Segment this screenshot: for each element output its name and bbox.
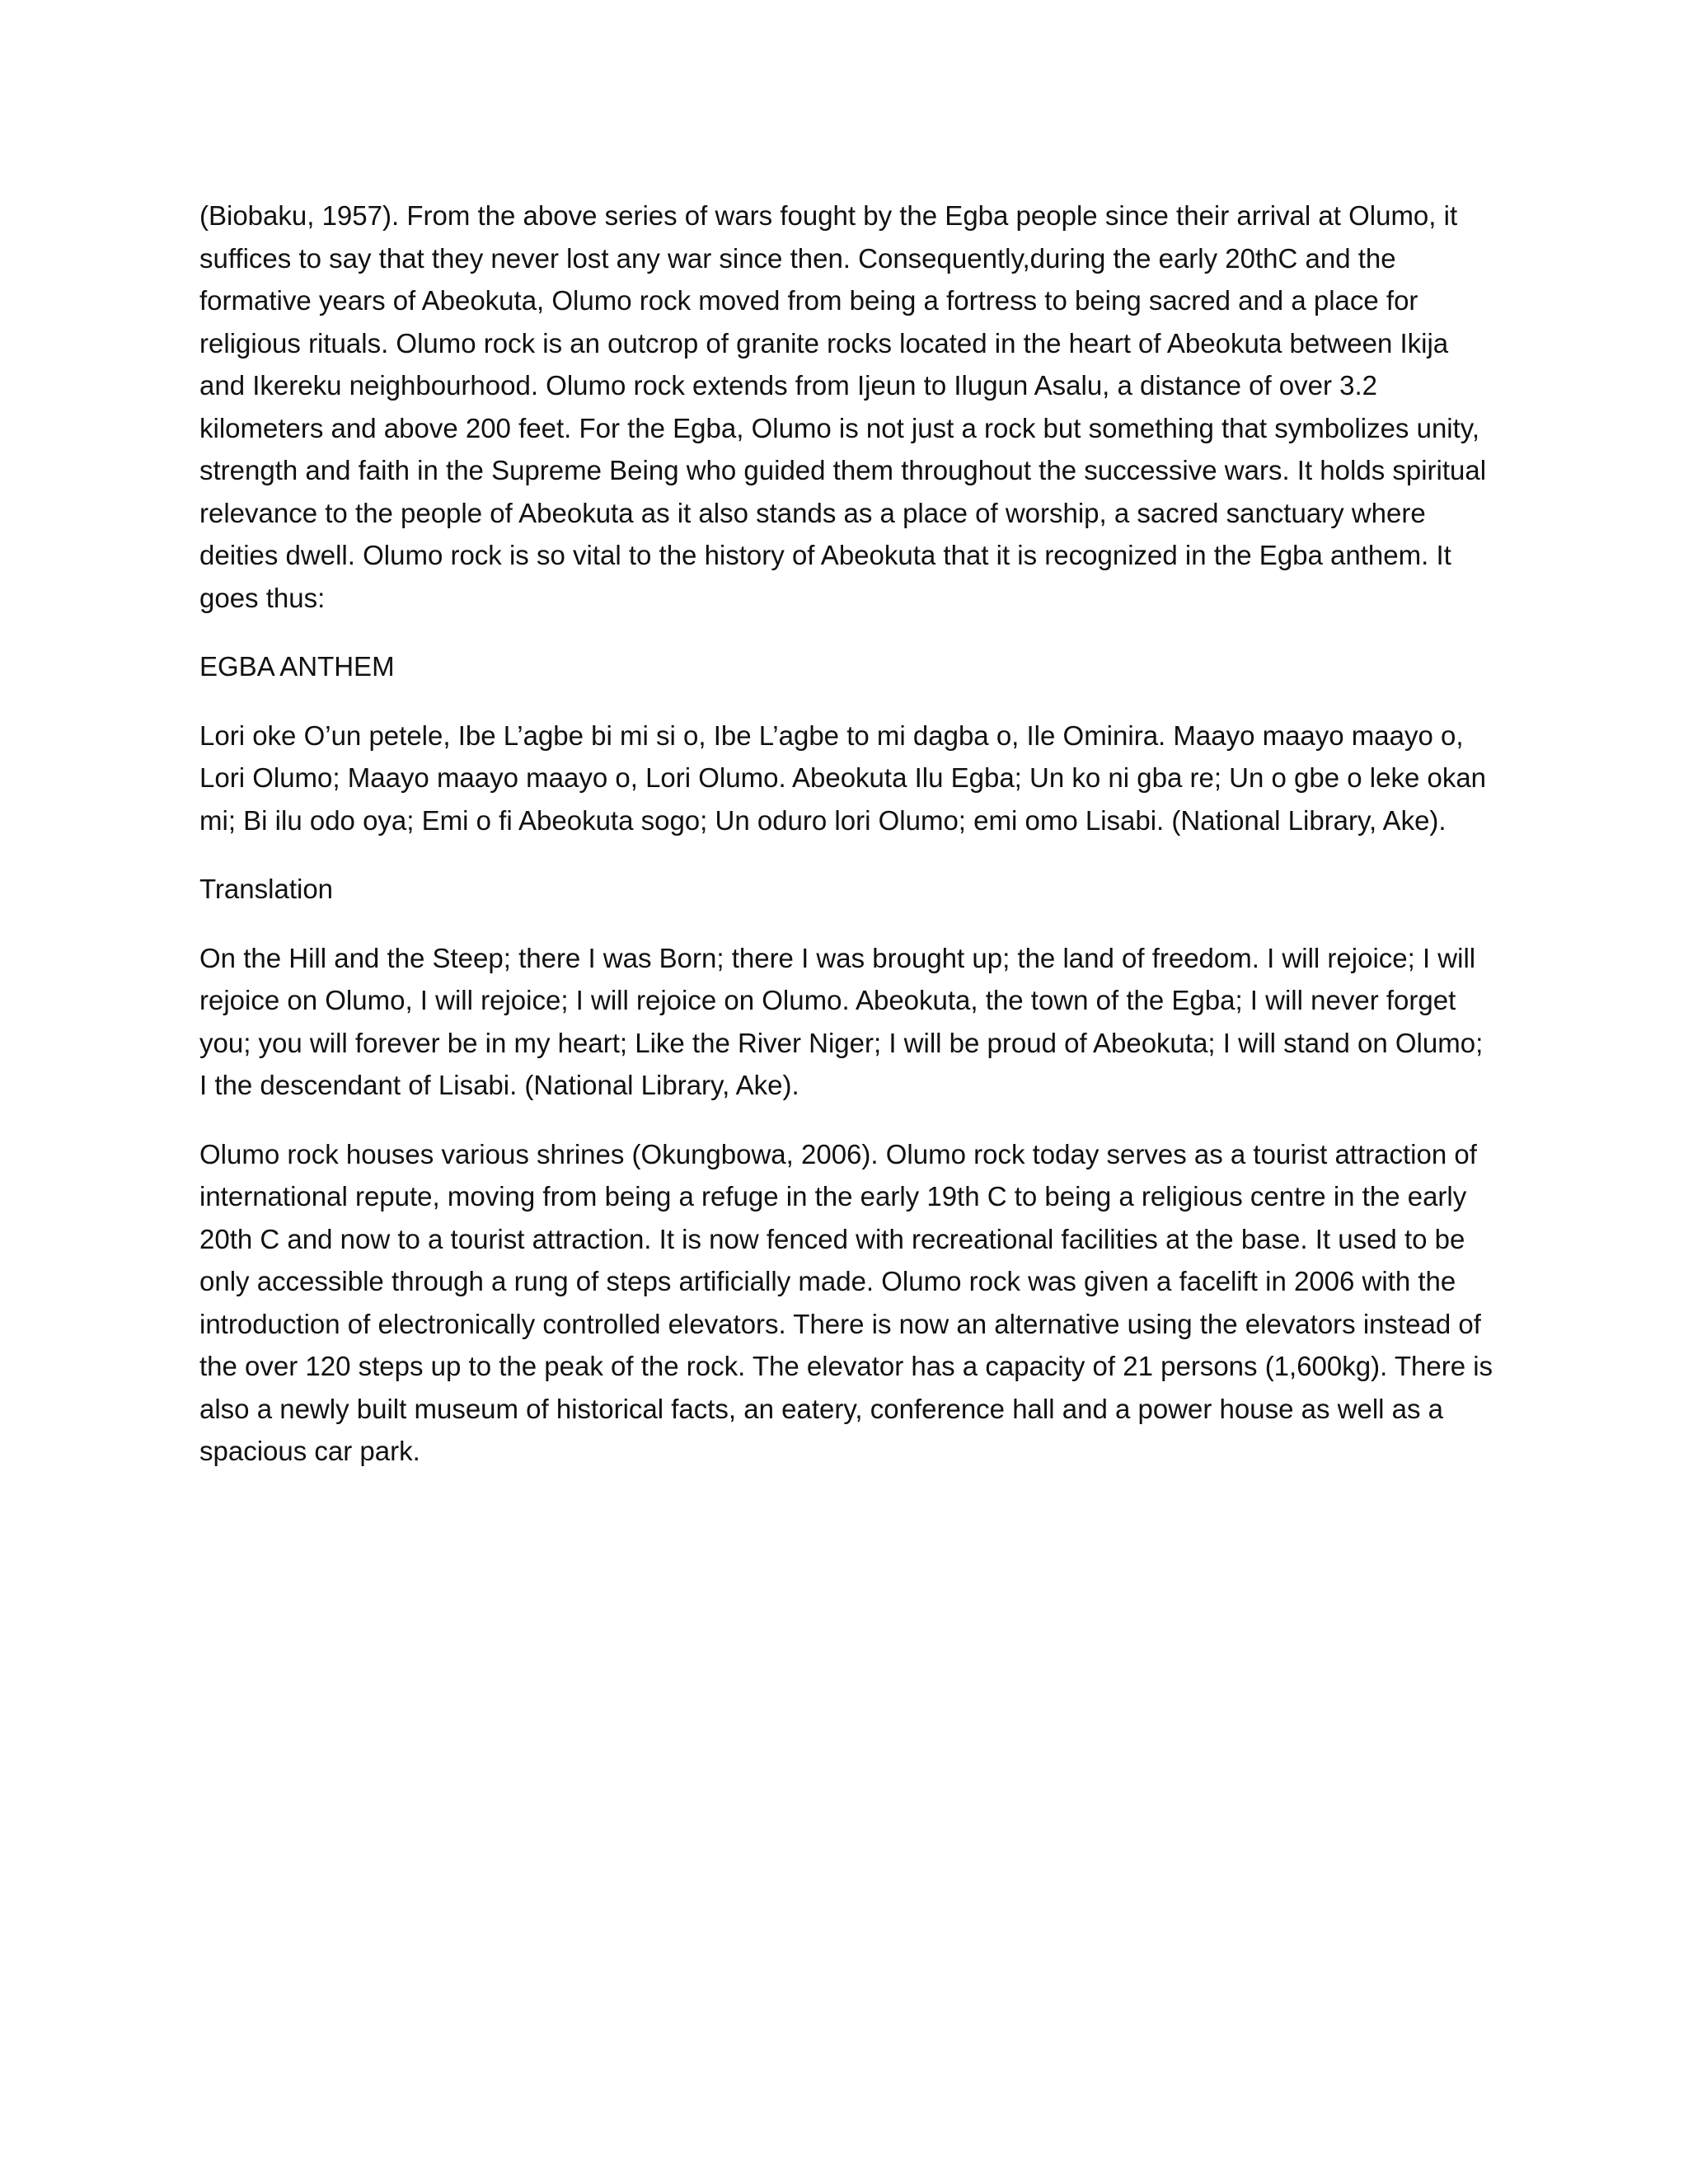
document-body bbox=[199, 194, 1493, 1499]
anthem-heading: EGBA ANTHEM bbox=[199, 651, 395, 682]
translation-heading: Translation bbox=[199, 874, 334, 904]
intro-paragraph: (Biobaku, 1957). From the above series of wars fought by the Egba people since their arrival at Olumo, it suffices to say that they never lost any war since then. Consequently,during the early 20thC and the formative years of Abeokuta, Olumo rock moved from being a fortress to being sacred and a place for religious rituals. Olumo rock is an outcrop of granite rocks located in the heart of Abeokuta between Ikija and Ikereku neighbourhood. Olumo rock extends from Ijeun to Ilugun Asalu, a distance of over 3.2 kilometers and above 200 feet. For the Egba, Olumo is not just a rock but something that symbolizes unity, strength and faith in the Supreme Being who guided them throughout the successive wars. It holds spiritual relevance to the people of Abeokuta as it also stands as a place of worship, a sacred sanctuary where deities dwell. Olumo rock is so vital to the history of Abeokuta that it is recognized in the Egba anthem. It goes thus: bbox=[199, 200, 1487, 613]
translation-paragraph: On the Hill and the Steep; there I was Born; there I was brought up; the land of freedom. I will rejoice; I will rejoice on Olumo, I will rejoice; I will rejoice on Olumo. Abeokuta, the town of the Egba; I will never forget you; you will forever be in my heart; Like the River Niger; I will be proud of Abeokuta; I will stand on Olumo; I the descendant of Lisabi. (National Library, Ake). bbox=[199, 942, 1484, 1100]
anthem-paragraph: Lori oke O’un petele, Ibe L’agbe bi mi si o, Ibe L’agbe to mi dagba o, Ile Ominira. Maayo maayo maayo o, Lori Olumo; Maayo maayo maayo o, Lori Olumo. Abeokuta Ilu Egba; Un ko ni gba re; Un o gbe o leke okan mi; Bi ilu odo oya; Emi o fi Abeokuta sogo; Un oduro lori Olumo; emi omo Lisabi. (National Library, Ake). bbox=[199, 719, 1487, 836]
closing-paragraph: Olumo rock houses various shrines (Okungbowa, 2006). Olumo rock today serves as a tourist attraction of international repute, moving from being a refuge in the early 19th C to being a religious centre in the early 20th C and now to a tourist attraction. It is now fenced with recreational facilities at the base. It used to be only accessible through a rung of steps artificially made. Olumo rock was given a facelift in 2006 with the introduction of electronically controlled elevators. There is now an alternative using the elevators instead of the over 120 steps up to the peak of the rock. The elevator has a capacity of 21 persons (1,600kg). There is also a newly built museum of historical facts, an eatery, conference hall and a power house as well as a spacious car park. bbox=[199, 1138, 1493, 1466]
